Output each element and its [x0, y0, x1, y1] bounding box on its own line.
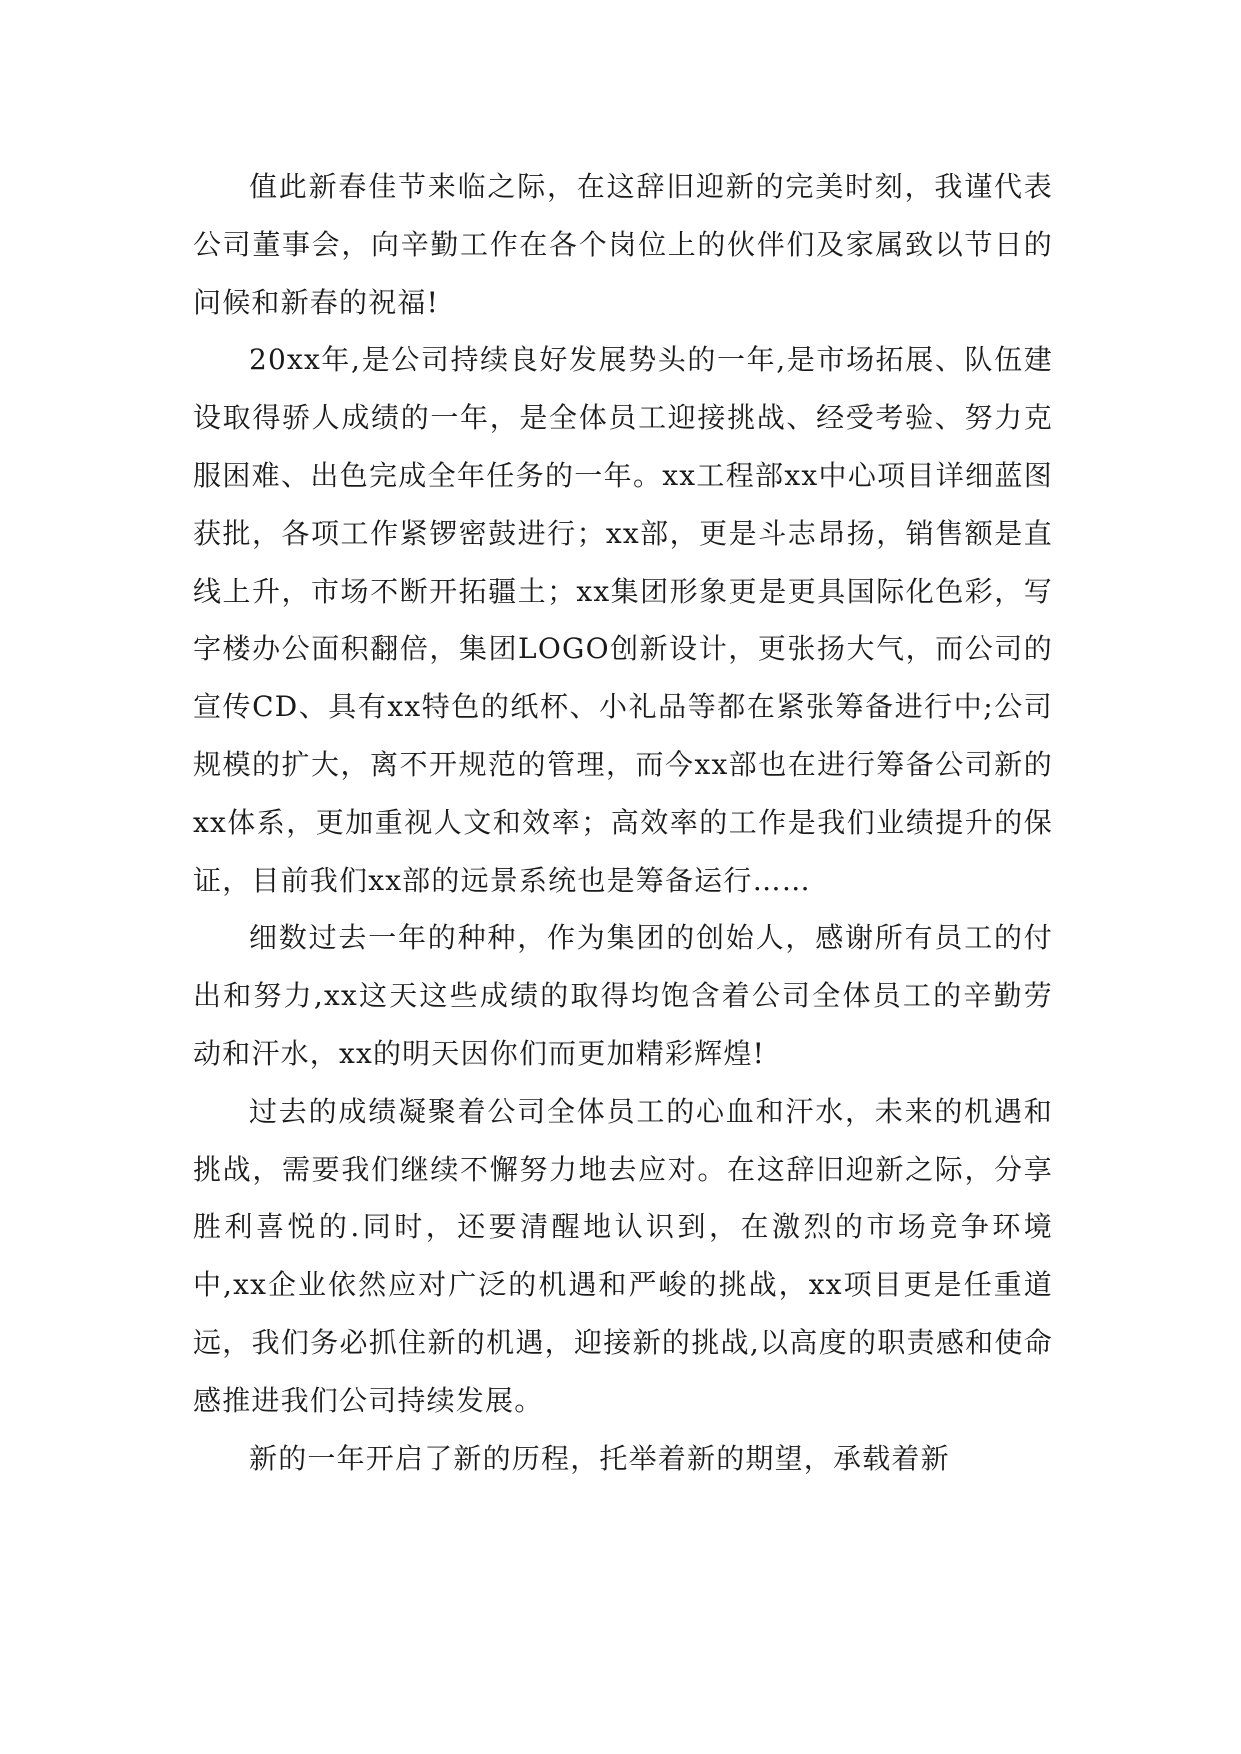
paragraph-greeting: 值此新春佳节来临之际，在这辞旧迎新的完美时刻，我谨代表公司董事会，向辛勤工作在各个岗位上的伙伴们及家属致以节日的问候和新春的祝福! [193, 170, 1053, 319]
paragraph-gratitude: 细数过去一年的种种，作为集团的创始人，感谢所有员工的付出和努力,xx这天这些成绩的取得均饱含着公司全体员工的辛勤劳动和汗水，xx的明天因你们而更加精彩辉煌! [193, 921, 1053, 1070]
paragraph-achievements: 20xx年,是公司持续良好发展势头的一年,是市场拓展、队伍建设取得骄人成绩的一年，是全体员工迎接挑战、经受考验、努力克服困难、出色完成全年任务的一年。xx工程部xx中心项目详细蓝图获批，各项工作紧锣密鼓进行；xx部，更是斗志昂扬，销售额是直线上升，市场不断开拓疆土；xx集团形象更是更具国际化色彩，写字楼办公面积翻倍，集团LOGO创新设计，更张扬大气，而公司的宣传CD、具有xx特色的纸杯、小礼品等都在紧张筹备进行中;公司规模的扩大，离不开规范的管理，而今xx部也在进行筹备公司新的xx体系，更加重视人文和效率；高效率的工作是我们业绩提升的保证，目前我们xx部的远景系统也是筹备运行…… [193, 343, 1053, 897]
paragraph-challenges: 过去的成绩凝聚着公司全体员工的心血和汗水，未来的机遇和挑战，需要我们继续不懈努力地去应对。在这辞旧迎新之际，分享胜利喜悦的.同时，还要清醒地认识到，在激烈的市场竞争环境中,xx企业依然应对广泛的机遇和严峻的挑战，xx项目更是任重道远，我们务必抓住新的机遇，迎接新的挑战,以高度的职责感和使命感推进我们公司持续发展。 [193, 1094, 1053, 1417]
paragraph-new-year: 新的一年开启了新的历程，托举着新的期望，承载着新 [249, 1441, 950, 1475]
document-body [193, 158, 1053, 1487]
